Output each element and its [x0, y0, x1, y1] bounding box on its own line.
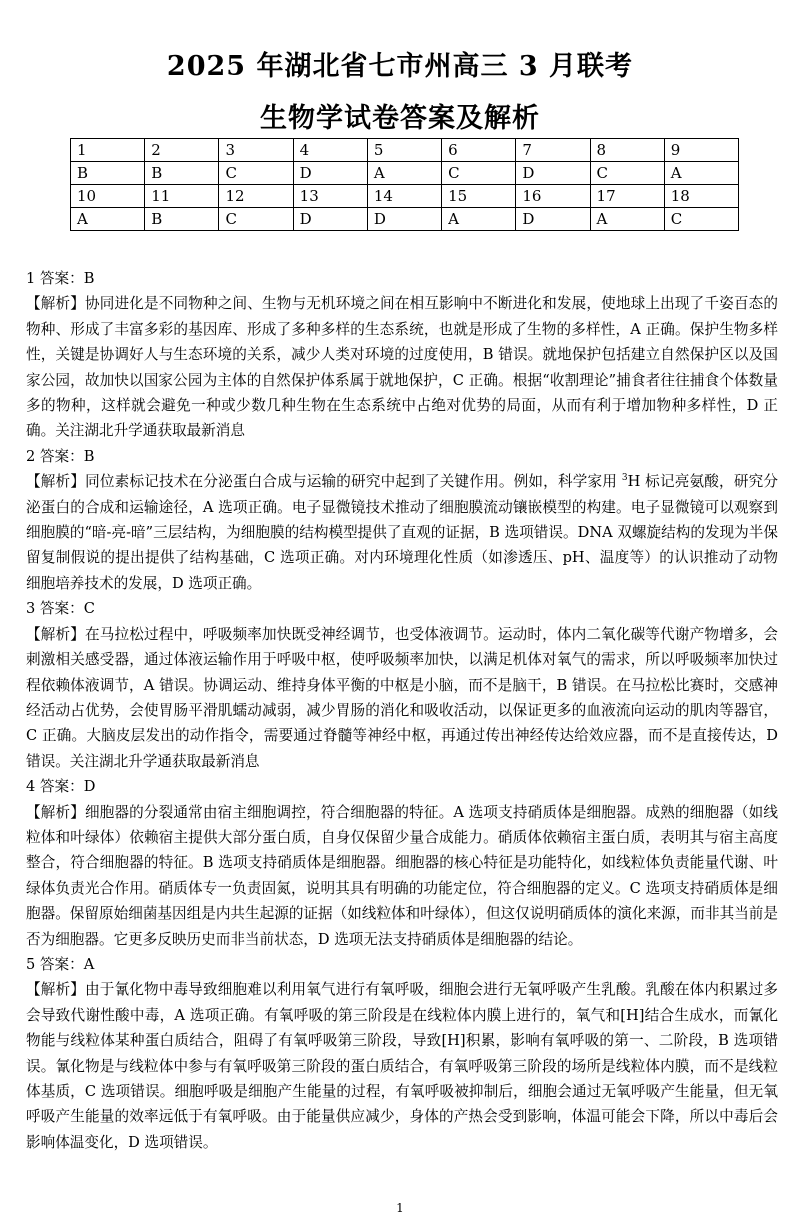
answer-line-5: 5 答案：A: [26, 955, 95, 973]
table-cell: 5: [367, 139, 441, 162]
table-cell: 12: [219, 185, 293, 208]
table-cell: 18: [664, 185, 738, 208]
table-cell: C: [664, 208, 738, 231]
analysis-text: 在马拉松过程中，呼吸频率加快既受神经调节，也受体液调节。运动时，体内二氧化碳等代谢产物增多，会刺激相关感受器，通过体液运输作用于呼吸中枢，使呼吸频率加快，以满足机体对氧气的需求，所以呼吸频率加快过程依赖体液调节，A 错误。协调运动、维持身体平衡的中枢是小脑，而不是脑干，B 错误。在马拉松比赛时，交感神经活动占优势，会使胃肠平滑肌蠕动减弱，减少胃肠的消化和吸收活动，以保证更多的血液流向运动的肌肉等器官，C 正确。大脑皮层发出的动作指令，需要通过脊髓等神经中枢，再通过传出神经传达给效应器，而不是直接传达，D 错误。关注湖北升学通获取最新消息: [26, 625, 778, 770]
table-cell: 14: [367, 185, 441, 208]
table-cell: A: [71, 208, 145, 231]
table-cell: 10: [71, 185, 145, 208]
table-cell: 11: [145, 185, 219, 208]
analysis-text: 细胞器的分裂通常由宿主细胞调控，符合细胞器的特征。A 选项支持硝质体是细胞器。成熟的细胞器（如线粒体和叶绿体）依赖宿主提供大部分蛋白质，自身仅保留少量合成能力。硝质体依赖宿主蛋白质，表明其与宿主高度整合，符合细胞器的特征。B 选项支持硝质体是细胞器。细胞器的核心特征是功能特化，如线粒体负责能量代谢、叶绿体负责光合作用。硝质体专一负责固氮，说明其具有明确的功能定位，符合细胞器的定义。C 选项支持硝质体是细胞器。保留原始细菌基因组是内共生起源的证据（如线粒体和叶绿体），但这仅说明硝质体的演化来源，而非其当前是否为细胞器。它更多反映历史而非当前状态，D 选项无法支持硝质体是细胞器的结论。: [26, 803, 778, 948]
table-cell: 6: [442, 139, 516, 162]
analysis-paragraph-5: [26, 977, 778, 1155]
analysis-tag: 【解析】: [26, 473, 86, 491]
table-cell: C: [219, 208, 293, 231]
table-cell: B: [145, 208, 219, 231]
table-cell: D: [516, 162, 590, 185]
table-cell: C: [442, 162, 516, 185]
analysis-text: H 标记亮氨酸，研究分泌蛋白的合成和运输途径，A 选项正确。电子显微镜技术推动了细胞膜流动镶嵌模型的构建。电子显微镜可以观察到细胞膜的“暗-亮-暗”三层结构，为细胞膜的结构模型提供了直观的证据，B 选项错误。DNA 双螺旋结构的发现为半保留复制假说的提出提供了结构基础，C 选项正确。对内环境理化性质（如渗透压、pH、温度等）的认识推动了动物细胞培养技术的发展，D 选项正确。: [26, 473, 778, 592]
analysis-content: [26, 266, 778, 1155]
table-cell: D: [293, 208, 367, 231]
table-cell: C: [590, 162, 664, 185]
table-cell: A: [590, 208, 664, 231]
answer-line-2: 2 答案：B: [26, 447, 95, 465]
page-title: 2025 年湖北省七市州高三 3 月联考: [166, 51, 634, 82]
table-cell: 16: [516, 185, 590, 208]
isotope-superscript: 3: [621, 473, 628, 484]
table-cell: 1: [71, 139, 145, 162]
table-cell: D: [293, 162, 367, 185]
analysis-text: 协同进化是不同物种之间、生物与无机环境之间在相互影响中不断进化和发展，使地球上出现了千姿百态的物种、形成了丰富多彩的基因库、形成了多种多样的生态系统，也就是形成了生物的多样性，A 正确。保护生物多样性，关键是协调好人与生态环境的关系，减少人类对环境的过度使用，B 错误。就地保护包括建立自然保护区以及国家公园，故加快以国家公园为主体的自然保护体系属于就地保护，C 正确。根据“收割理论”捕食者往往捕食个体数量多的物种，这样就会避免一种或少数几种生物在生态系统中占绝对优势的局面，从而有利于增加物种多样性，D 正确。关注湖北升学通获取最新消息: [26, 295, 778, 440]
table-cell: C: [219, 162, 293, 185]
page-number: 1: [396, 1201, 404, 1215]
analysis-tag: 【解析】: [26, 981, 85, 999]
analysis-paragraph-4: [26, 800, 778, 952]
analysis-paragraph-1: [26, 291, 778, 443]
table-cell: A: [664, 162, 738, 185]
analysis-tag: 【解析】: [26, 295, 85, 313]
analysis-text: 同位素标记技术在分泌蛋白合成与运输的研究中起到了关键作用。例如，科学家用: [85, 473, 622, 491]
analysis-paragraph-3: [26, 622, 778, 774]
table-cell: A: [442, 208, 516, 231]
answer-line-1: 1 答案：B: [26, 270, 95, 287]
answer-line-4: 4 答案：D: [26, 778, 96, 796]
table-cell: 8: [590, 139, 664, 162]
table-cell: 4: [293, 139, 367, 162]
table-row: [71, 162, 739, 185]
table-row: [71, 208, 739, 231]
table-cell: 2: [145, 139, 219, 162]
table-cell: 15: [442, 185, 516, 208]
answer-line-3: 3 答案：C: [26, 600, 95, 618]
analysis-tag: 【解析】: [26, 625, 85, 643]
table-cell: 17: [590, 185, 664, 208]
page-subtitle: 生物学试卷答案及解析: [260, 103, 540, 134]
table-cell: D: [367, 208, 441, 231]
table-row: [71, 139, 739, 162]
table-cell: 9: [664, 139, 738, 162]
analysis-paragraph-2: [26, 469, 778, 596]
table-cell: 13: [293, 185, 367, 208]
table-cell: B: [71, 162, 145, 185]
table-cell: B: [145, 162, 219, 185]
analysis-text: 由于氰化物中毒导致细胞难以利用氧气进行有氧呼吸，细胞会进行无氧呼吸产生乳酸。乳酸在体内积累过多会导致代谢性酸中毒，A 选项正确。有氧呼吸的第三阶段是在线粒体内膜上进行的，氧气和[H]结合生成水，而氰化物能与线粒体某种蛋白质结合，阻碍了有氧呼吸第三阶段，导致[H]积累，影响有氧呼吸的第一、二阶段，B 选项错误。氰化物是与线粒体中参与有氧呼吸第三阶段的蛋白质结合，有氧呼吸第三阶段的场所是线粒体内膜，而不是线粒体基质，C 选项错误。细胞呼吸是细胞产生能量的过程，有氧呼吸被抑制后，细胞会通过无氧呼吸产生能量，但无氧呼吸产生能量的效率远低于有氧呼吸。由于能量供应减少，身体的产热会受到影响，体温可能会下降，所以中毒后会影响体温变化，D 选项错误。: [26, 981, 778, 1151]
answer-table: [70, 138, 739, 231]
table-cell: D: [516, 208, 590, 231]
table-row: [71, 185, 739, 208]
table-cell: 3: [219, 139, 293, 162]
table-cell: A: [367, 162, 441, 185]
table-cell: 7: [516, 139, 590, 162]
analysis-tag: 【解析】: [26, 803, 85, 821]
